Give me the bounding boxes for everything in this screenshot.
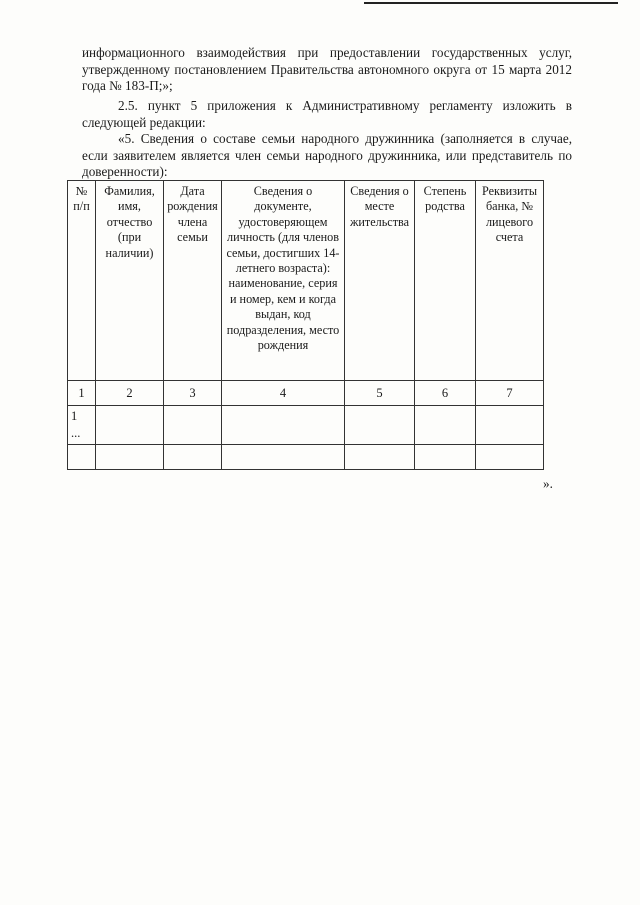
table-row <box>68 445 544 470</box>
table-cell <box>476 445 544 470</box>
header-cell: Сведения о документе, удостоверяющем личность (для членов семьи, достигших 14-летнего возраста): наименование, серия и номер, кем и когда выдан, код подразделения, место рождения <box>222 181 345 381</box>
column-number: 3 <box>164 381 222 406</box>
column-number-row <box>68 381 544 406</box>
row-ellipsis: ... <box>71 426 81 440</box>
table-cell <box>476 406 544 445</box>
table-cell <box>415 445 476 470</box>
row-number: 1 <box>71 409 78 423</box>
column-number: 1 <box>68 381 96 406</box>
table-row <box>68 406 544 445</box>
table-cell <box>96 445 164 470</box>
header-cell: Степень родства <box>415 181 476 381</box>
header-cell: Реквизиты банка, № лицевого счета <box>476 181 544 381</box>
paragraph-item-5: «5. Сведения о составе семьи народного дружинника (заполняется в случае, если заявителем является член семьи народного дружинника, или представитель по доверенности): <box>82 131 572 179</box>
family-composition-table <box>67 180 544 470</box>
column-number: 5 <box>345 381 415 406</box>
table-cell <box>345 445 415 470</box>
header-cell: Сведения о месте жительства <box>345 181 415 381</box>
top-rule <box>364 2 618 4</box>
closing-quote: ». <box>543 476 553 491</box>
table-cell <box>68 445 96 470</box>
header-cell: № п/п <box>68 181 96 381</box>
paragraph-continuation: информационного взаимодействия при предоставлении государственных услуг, утвержденному постановлением Правительства автономного округа от 15 марта 2012 года № 183-П;»; <box>82 45 572 93</box>
table-cell <box>96 406 164 445</box>
column-number: 2 <box>96 381 164 406</box>
header-row <box>68 181 544 381</box>
header-cell: Дата рождения члена семьи <box>164 181 222 381</box>
table-cell <box>222 445 345 470</box>
column-number: 6 <box>415 381 476 406</box>
paragraph-2-5: 2.5. пункт 5 приложения к Административному регламенту изложить в следующей редакции: <box>82 98 572 130</box>
table-cell <box>164 445 222 470</box>
table-cell <box>415 406 476 445</box>
table-cell <box>164 406 222 445</box>
column-number: 4 <box>222 381 345 406</box>
table-cell <box>345 406 415 445</box>
column-number: 7 <box>476 381 544 406</box>
header-cell: Фамилия, имя, отчество (при наличии) <box>96 181 164 381</box>
table-cell <box>222 406 345 445</box>
row-number-cell <box>68 406 96 445</box>
